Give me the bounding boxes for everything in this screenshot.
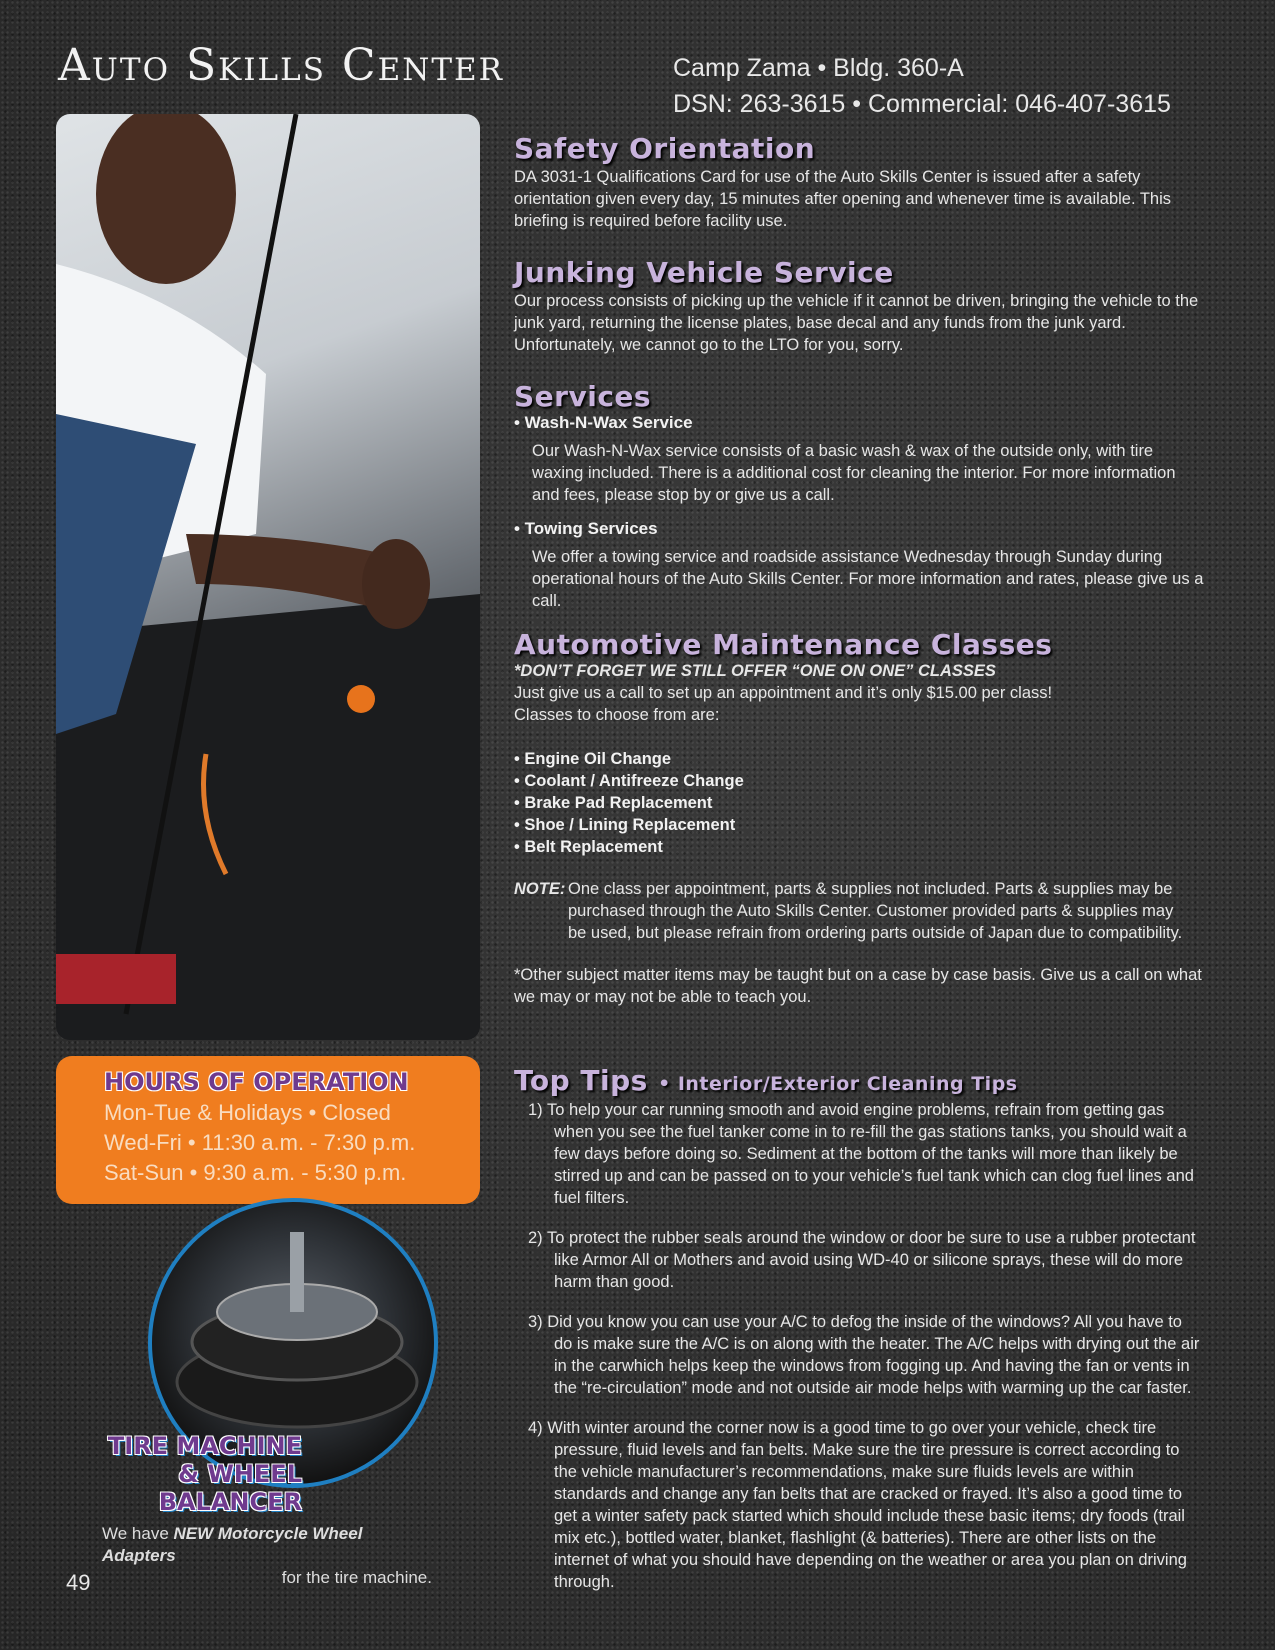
hand-shape — [362, 539, 430, 629]
mechanic-photo — [56, 114, 480, 1040]
classes-line: Just give us a call to set up an appointment and it’s only $15.00 per class! — [514, 684, 1053, 702]
hours-line: Wed-Fri • 11:30 a.m. - 7:30 p.m. — [104, 1130, 416, 1155]
safety-heading: Safety Orientation — [514, 132, 816, 165]
head-shape — [96, 114, 236, 284]
hours-of-operation — [56, 1056, 480, 1204]
hours-line: Sat-Sun • 9:30 a.m. - 5:30 p.m. — [104, 1160, 407, 1185]
tips-section — [514, 1064, 1204, 1593]
tip-item: 1) To help your car running smooth and avoid engine problems, refrain from getting gas when you see the fuel tanker come in to re-fill the gas stations tanks, you should wait a few days before doing so. Sediment at the bottom of the tanks will more than likely be stirred up and can be passed on to your vehicle’s fuel tank which can clog fuel lines and fuel filters. — [528, 1101, 1194, 1207]
mechanic-illustration — [56, 114, 480, 1040]
machine-arm-shape — [290, 1232, 304, 1312]
tire-label-line: & WHEEL BALANCER — [158, 1460, 302, 1516]
oil-cap-shape — [347, 685, 375, 713]
hours-title: HOURS OF OPERATION — [104, 1068, 409, 1096]
junking-section — [514, 256, 1204, 356]
wash-body: Our Wash-N-Wax service consists of a basic wash & wax of the outside only, with tire waxing included. There is a additional cost for cleaning the interior. For more information and fees, please stop by or give us a call. — [532, 442, 1176, 504]
classes-reminder: *DON’T FORGET WE STILL OFFER “ONE ON ONE” CLASSES — [514, 662, 996, 680]
page-number: 49 — [66, 1570, 91, 1595]
class-item: • Coolant / Antifreeze Change — [514, 772, 744, 790]
adapter-prefix: We have — [102, 1524, 174, 1543]
classes-line: Classes to choose from are: — [514, 706, 720, 724]
classes-list — [514, 748, 1204, 858]
tire-label-line: TIRE MACHINE — [107, 1432, 302, 1460]
adapter-bold: NEW Motorcycle Wheel Adapters — [102, 1524, 363, 1565]
tire-machine-label — [56, 1432, 302, 1516]
junking-heading: Junking Vehicle Service — [514, 256, 894, 289]
contact-info — [673, 50, 1171, 122]
safety-section — [514, 132, 1204, 232]
hours-line: Mon-Tue & Holidays • Closed — [104, 1100, 391, 1125]
adapter-suffix: for the tire machine. — [281, 1568, 432, 1587]
contact-phone: DSN: 263-3615 • Commercial: 046-407-3615 — [673, 90, 1171, 118]
adapter-note — [102, 1523, 432, 1589]
tips-heading: Top Tips — [514, 1064, 648, 1097]
classes-heading: Automotive Maintenance Classes — [514, 628, 1053, 661]
class-item: • Belt Replacement — [514, 838, 663, 856]
wash-title: • Wash-N-Wax Service — [514, 413, 693, 432]
tip-item: 4) With winter around the corner now is a good time to go over your vehicle, check tire pressure, fluid levels and fan belts. Make sure the tire pressure is correct according to the vehicle manufacturer’s recommendations, make sure fluids levels are within standards and change any fan belts that are cracked or frayed. It’s also a good time to get a winter safety pack started which should include these basic items; dry foods (trail mix etc.), bottled water, blanket, flashlight (& batteries). There are other lists on the internet of what you should have depending on the weather or area you plan on driving through. — [528, 1419, 1187, 1591]
tip-item: 3) Did you know you can use your A/C to defog the inside of the windows? All you have to do is make sure the A/C is on along with the heater. The A/C helps with drying out the air in the carwhich helps keep the windows from fogging up. And having the fan or vents in the “re-circulation” mode and not outside air mode helps with warming up the car faster. — [528, 1313, 1200, 1397]
tip-item: 2) To protect the rubber seals around the window or door be sure to use a rubber protectant like Armor All or Mothers and avoid using WD-40 or silicone sprays, these will do more harm than good. — [528, 1229, 1196, 1291]
class-item: • Shoe / Lining Replacement — [514, 816, 736, 834]
fender-cover-shape — [56, 954, 176, 1004]
classes-other: *Other subject matter items may be taught but on a case by case basis. Give us a call on what we may or may not be able to teach you. — [514, 966, 1202, 1006]
page-title: Auto Skills Center — [58, 40, 504, 91]
tow-body: We offer a towing service and roadside assistance Wednesday through Sunday during operational hours of the Auto Skills Center. For more information and rates, please give us a call. — [532, 548, 1204, 610]
tow-title: • Towing Services — [514, 519, 658, 538]
classes-section — [514, 628, 1204, 1008]
tips-subheading: • Interior/Exterior Cleaning Tips — [658, 1073, 1018, 1095]
note-label: NOTE: — [514, 880, 566, 898]
services-section — [514, 380, 1204, 612]
class-item: • Brake Pad Replacement — [514, 794, 713, 812]
services-heading: Services — [514, 380, 652, 413]
class-item: • Engine Oil Change — [514, 750, 672, 768]
tips-heading-row — [514, 1064, 1204, 1097]
classes-note — [514, 878, 1204, 944]
safety-body: DA 3031-1 Qualifications Card for use of the Auto Skills Center is issued after a safety orientation given every day, 15 minutes after opening and whenever time is available. This briefing is required before facility use. — [514, 168, 1172, 230]
junking-body: Our process consists of picking up the vehicle if it cannot be driven, bringing the vehicle to the junk yard, returning the license plates, base decal and any funds from the junk yard. Unfortunately, we cannot go to the LTO for you, sorry. — [514, 292, 1199, 354]
contact-address: Camp Zama • Bldg. 360-A — [673, 54, 964, 82]
note-body: One class per appointment, parts & supplies not included. Parts & supplies may be purchased through the Auto Skills Center. Customer provided parts & supplies may be used, but please refrain from ordering parts outside of Japan due to compatibility. — [568, 880, 1183, 942]
